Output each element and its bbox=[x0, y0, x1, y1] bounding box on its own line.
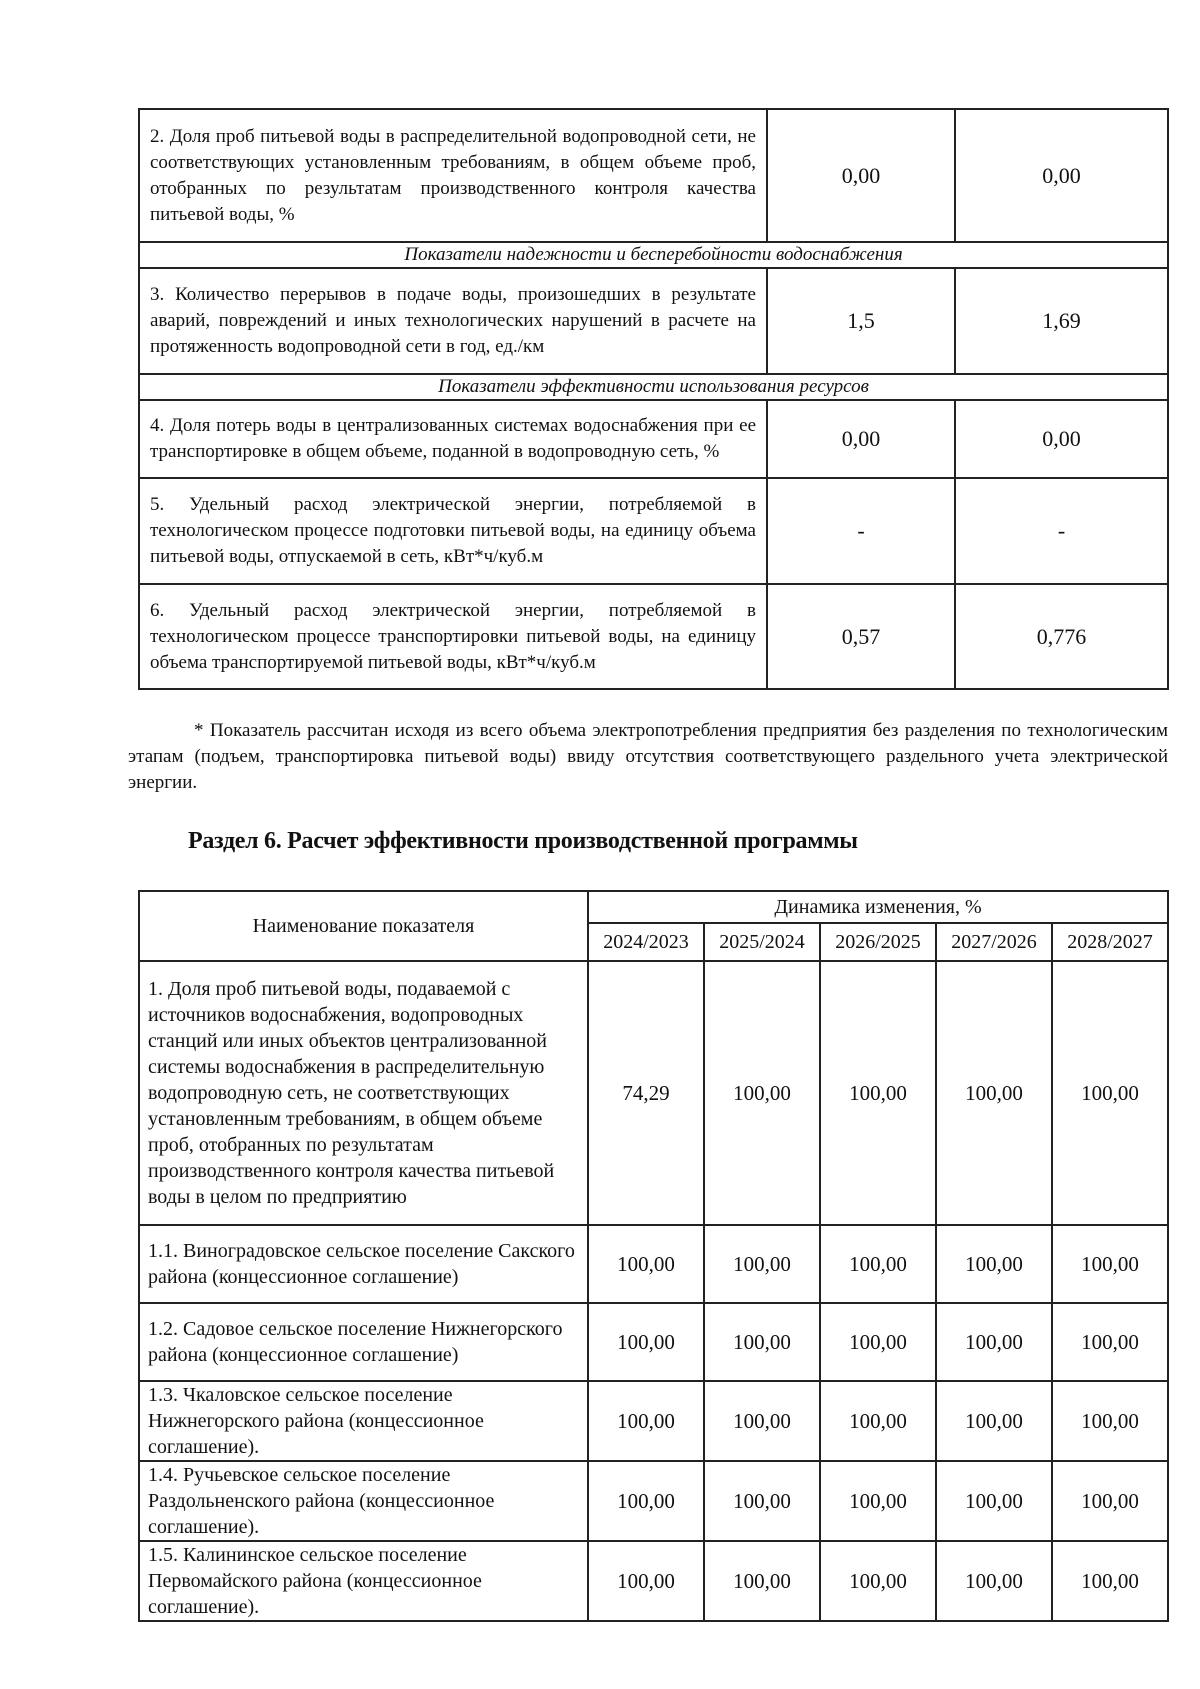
header-period: 2026/2025 bbox=[820, 923, 936, 961]
table-row bbox=[139, 109, 1168, 242]
row-value: 100,00 bbox=[704, 1303, 820, 1381]
row-value: 100,00 bbox=[588, 1303, 704, 1381]
indicator-description: 5. Удельный расход электрической энергии, потребляемой в технологическом процессе подготовки питьевой воды, на единицу объема питьевой воды, отпускаемой в сеть, кВт*ч/куб.м bbox=[139, 478, 767, 584]
row-value: 100,00 bbox=[936, 1461, 1052, 1541]
row-value: 100,00 bbox=[704, 1541, 820, 1621]
row-value: 100,00 bbox=[820, 1461, 936, 1541]
row-value: 100,00 bbox=[820, 1541, 936, 1621]
row-value: 100,00 bbox=[820, 1381, 936, 1461]
section-heading: Показатели надежности и бесперебойности водоснабжения bbox=[139, 242, 1168, 268]
table-row bbox=[139, 1461, 1168, 1541]
table-row bbox=[139, 961, 1168, 1225]
row-name: 1. Доля проб питьевой воды, подаваемой с источников водоснабжения, водопроводных станций или иных объектов централизованной системы водоснабжения в распределительную водопроводную сеть, не соответствующих установленным требованиям, в общем объеме проб, отобранных по результатам производственного контроля качества питьевой воды в целом по предприятию bbox=[139, 961, 588, 1225]
row-value: 100,00 bbox=[936, 1225, 1052, 1303]
row-value: 100,00 bbox=[704, 1381, 820, 1461]
indicator-description: 2. Доля проб питьевой воды в распределительной водопроводной сети, не соответствующих установленным требованиям, в общем объеме проб, отобранных по результатам производственного контроля качества питьевой воды, % bbox=[139, 109, 767, 242]
header-period: 2027/2026 bbox=[936, 923, 1052, 961]
row-value: 100,00 bbox=[588, 1461, 704, 1541]
row-name: 1.5. Калининское сельское поселение Первомайского района (концессионное соглашение). bbox=[139, 1541, 588, 1621]
row-value: 100,00 bbox=[820, 961, 936, 1225]
section-row bbox=[139, 242, 1168, 268]
header-indicator-name: Наименование показателя bbox=[139, 891, 588, 961]
row-value: 100,00 bbox=[588, 1541, 704, 1621]
table-row bbox=[139, 268, 1168, 374]
indicator-value: 1,5 bbox=[767, 268, 955, 374]
row-value: 100,00 bbox=[704, 1225, 820, 1303]
row-value: 100,00 bbox=[936, 961, 1052, 1225]
section-heading: Показатели эффективности использования ресурсов bbox=[139, 374, 1168, 400]
header-row bbox=[139, 891, 1168, 923]
indicator-value: 1,69 bbox=[955, 268, 1168, 374]
table-row bbox=[139, 1303, 1168, 1381]
header-period: 2028/2027 bbox=[1052, 923, 1168, 961]
footnote bbox=[128, 718, 1168, 796]
row-value: 100,00 bbox=[1052, 1461, 1168, 1541]
table-row bbox=[139, 1225, 1168, 1303]
row-value: 100,00 bbox=[1052, 1541, 1168, 1621]
table-row bbox=[139, 478, 1168, 584]
row-name: 1.4. Ручьевское сельское поселение Раздольненского района (концессионное соглашение). bbox=[139, 1461, 588, 1541]
row-name: 1.2. Садовое сельское поселение Нижнегорского района (концессионное соглашение) bbox=[139, 1303, 588, 1381]
indicator-value: 0,57 bbox=[767, 584, 955, 689]
indicators-table bbox=[138, 108, 1169, 690]
table-row bbox=[139, 1541, 1168, 1621]
row-value: 100,00 bbox=[936, 1381, 1052, 1461]
indicator-value: 0,00 bbox=[767, 109, 955, 242]
row-value: 100,00 bbox=[1052, 961, 1168, 1225]
row-value: 100,00 bbox=[936, 1303, 1052, 1381]
table-row bbox=[139, 400, 1168, 478]
row-value: 100,00 bbox=[588, 1225, 704, 1303]
table-row bbox=[139, 584, 1168, 689]
row-value: 100,00 bbox=[704, 1461, 820, 1541]
row-value: 100,00 bbox=[820, 1303, 936, 1381]
indicator-value: - bbox=[767, 478, 955, 584]
indicator-description: 6. Удельный расход электрической энергии, потребляемой в технологическом процессе транспортировки питьевой воды, на единицу объема транспортируемой питьевой воды, кВт*ч/куб.м bbox=[139, 584, 767, 689]
header-period: 2024/2023 bbox=[588, 923, 704, 961]
row-value: 100,00 bbox=[820, 1225, 936, 1303]
footnote-text: * Показатель рассчитан исходя из всего объема электропотребления предприятия без разделения по технологическим этапам (подъем, транспортировка питьевой воды) ввиду отсутствия соответствующего раздельного учета электрической энергии. bbox=[128, 720, 1168, 793]
row-value: 74,29 bbox=[588, 961, 704, 1225]
section-row bbox=[139, 374, 1168, 400]
indicator-value: 0,00 bbox=[955, 400, 1168, 478]
row-name: 1.3. Чкаловское сельское поселение Нижнегорского района (концессионное соглашение). bbox=[139, 1381, 588, 1461]
indicator-description: 3. Количество перерывов в подаче воды, произошедших в результате аварий, повреждений и иных технологических нарушений в расчете на протяженность водопроводной сети в год, ед./км bbox=[139, 268, 767, 374]
row-value: 100,00 bbox=[1052, 1303, 1168, 1381]
row-value: 100,00 bbox=[1052, 1381, 1168, 1461]
row-value: 100,00 bbox=[704, 961, 820, 1225]
indicator-value: 0,00 bbox=[955, 109, 1168, 242]
section-title: Раздел 6. Расчет эффективности производственной программы bbox=[188, 828, 858, 854]
table-row bbox=[139, 1381, 1168, 1461]
indicator-description: 4. Доля потерь воды в централизованных системах водоснабжения при ее транспортировке в общем объеме, поданной в водопроводную сеть, % bbox=[139, 400, 767, 478]
indicator-value: 0,776 bbox=[955, 584, 1168, 689]
header-dynamics: Динамика изменения, % bbox=[588, 891, 1168, 923]
indicator-value: 0,00 bbox=[767, 400, 955, 478]
efficiency-table bbox=[138, 890, 1169, 1622]
row-name: 1.1. Виноградовское сельское поселение Сакского района (концессионное соглашение) bbox=[139, 1225, 588, 1303]
indicator-value: - bbox=[955, 478, 1168, 584]
row-value: 100,00 bbox=[936, 1541, 1052, 1621]
row-value: 100,00 bbox=[588, 1381, 704, 1461]
header-period: 2025/2024 bbox=[704, 923, 820, 961]
row-value: 100,00 bbox=[1052, 1225, 1168, 1303]
